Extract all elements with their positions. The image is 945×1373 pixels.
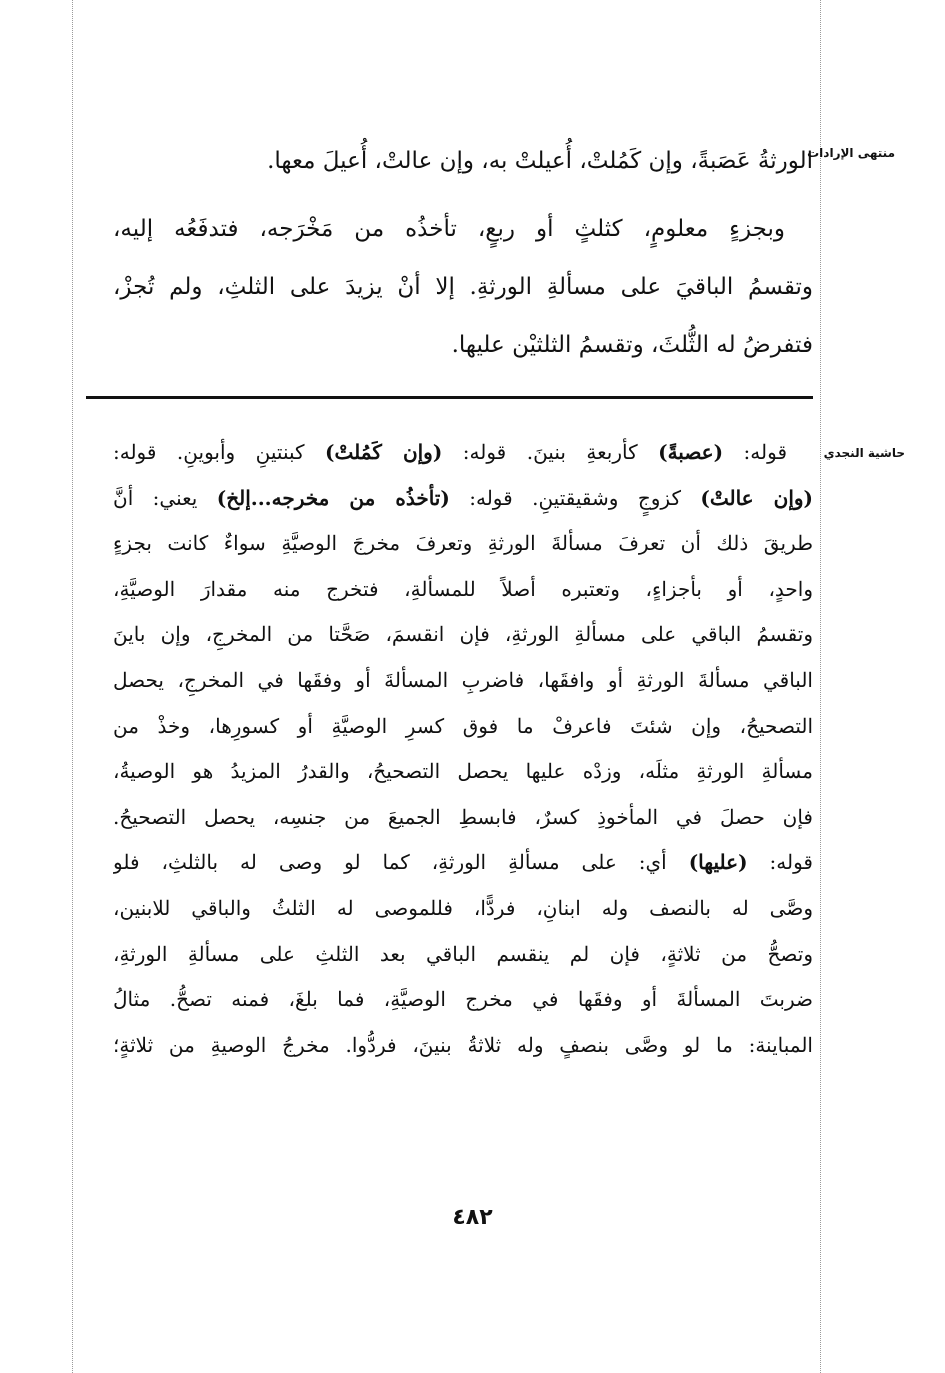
main-text-block <box>113 132 813 374</box>
main-text-line: وتقسمُ الباقيَ على مسألةِ الورثةِ. إلا أنْ يزيدَ على الثلثِ، ولم تُجزْ، <box>113 274 813 300</box>
commentary-text: المباينة: ما لو وصَّى بنصفٍ وله ثلاثةُ بنينَ، فردُّوا. مخرجُ الوصيةِ من ثلاثةٍ؛ <box>113 1032 813 1057</box>
commentary-text: أي: على مسألةِ الورثةِ، كما لو وصى له بالثلثِ، فلو <box>113 850 689 875</box>
commentary-line <box>113 977 813 1023</box>
left-margin-guide <box>72 0 73 1373</box>
commentary-line <box>113 612 813 658</box>
commentary-text: وتقسمُ الباقي على مسألةِ الورثةِ، فإن انقسمَ، صَحَّتا من المخرجِ، وإن باينَ <box>113 622 813 647</box>
side-label-main-text: منتهى الإرادات <box>807 146 895 160</box>
quoted-phrase: (عصبةً) <box>658 440 724 464</box>
quoted-phrase: (عليها) <box>688 850 748 875</box>
commentary-text: ضربتَ المسألةَ أو وفقَها في مخرج الوصيَّةِ، فما بلغَ، فمنه تصحُّ. مثالُ <box>113 987 813 1012</box>
commentary-line <box>113 886 813 932</box>
commentary-text: فإن حصلَ في المأخوذِ كسرٌ، فابسطِ الجميعَ من جنسِه، يحصل التصحيحُ. <box>113 804 813 829</box>
commentary-text: مسألةِ الورثةِ مثلَه، وزدْه عليها يحصل التصحيحُ، والقدرُ المزيدُ هو الوصيةُ، <box>113 759 813 784</box>
commentary-line <box>113 840 813 886</box>
section-divider <box>86 396 813 399</box>
commentary-line <box>113 795 813 841</box>
main-text-line: فتفرضُ له الثُّلثَ، وتقسمُ الثلثيْن عليها. <box>451 332 813 358</box>
quoted-phrase: (وإن كَمُلتْ) <box>325 440 443 464</box>
commentary-line <box>113 1023 813 1069</box>
commentary-text: التصحيحُ، وإن شئتَ فاعرفْ ما فوق كسرِ الوصيَّةِ أو كسورِها، وخذْ من <box>113 713 813 738</box>
commentary-line <box>113 521 813 567</box>
commentary-line <box>113 704 813 750</box>
paragraph-gap <box>113 190 813 200</box>
commentary-line <box>113 476 813 522</box>
side-label-commentary: حاشية النجدي <box>823 446 905 460</box>
main-text-line: الورثةُ عَصَبةً، وإن كَمُلتْ، أُعيلتْ به، وإن عالتْ، أُعيلَ معها. <box>267 148 813 174</box>
commentary-line <box>113 430 813 476</box>
commentary-block <box>113 430 813 1068</box>
commentary-text: كبنتينِ وأبوينِ. قوله: <box>113 440 326 464</box>
commentary-text: واحدٍ، أو بأجزاءٍ، وتعتبره أصلاً للمسألةِ، فتخرج منه مقدارَ الوصيَّةِ، <box>113 576 813 601</box>
commentary-text: وتصحُّ من ثلاثةٍ، فإن لم ينقسم الباقي بعد الثلثِ على مسألةِ الورثةِ، <box>113 941 813 966</box>
commentary-text: كزوجٍ وشقيقتينِ. قوله: <box>449 485 701 510</box>
commentary-line <box>113 658 813 704</box>
commentary-text: يعني: أنَّ <box>113 485 217 510</box>
commentary-line <box>113 932 813 978</box>
quoted-phrase: (وإن عالتْ) <box>700 485 813 510</box>
commentary-text: كأربعةِ بنينَ. قوله: <box>442 440 659 464</box>
commentary-text: وصَّى له بالنصف وله ابنانِ، فردًّا، فللموصى له الثلثُ والباقي للابنين، <box>113 895 813 920</box>
page-number: ٤٨٢ <box>452 1205 493 1230</box>
commentary-text: قوله: <box>723 440 788 464</box>
commentary-line <box>113 749 813 795</box>
commentary-text: الباقي مسألةَ الورثةِ أو وافقَها، فاضربِ المسألةَ أو وفقَها في المخرجِ، يحصل <box>113 667 813 692</box>
commentary-text: قوله: <box>747 850 813 875</box>
commentary-line <box>113 567 813 613</box>
main-text-line: وبجزءٍ معلومٍ، كثلثٍ أو ربعٍ، تأخذُه من مَخْرَجه، فتدفَعُه إليه، <box>113 216 785 242</box>
quoted-phrase: (تأخذُه من مخرجه...إلخ) <box>216 485 450 510</box>
commentary-text: طريقَ ذلك أن تعرفَ مسألةَ الورثةِ وتعرفَ مخرجَ الوصيَّةِ سواءٌ كانت بجزءٍ <box>113 531 813 556</box>
right-margin-guide <box>820 0 821 1373</box>
